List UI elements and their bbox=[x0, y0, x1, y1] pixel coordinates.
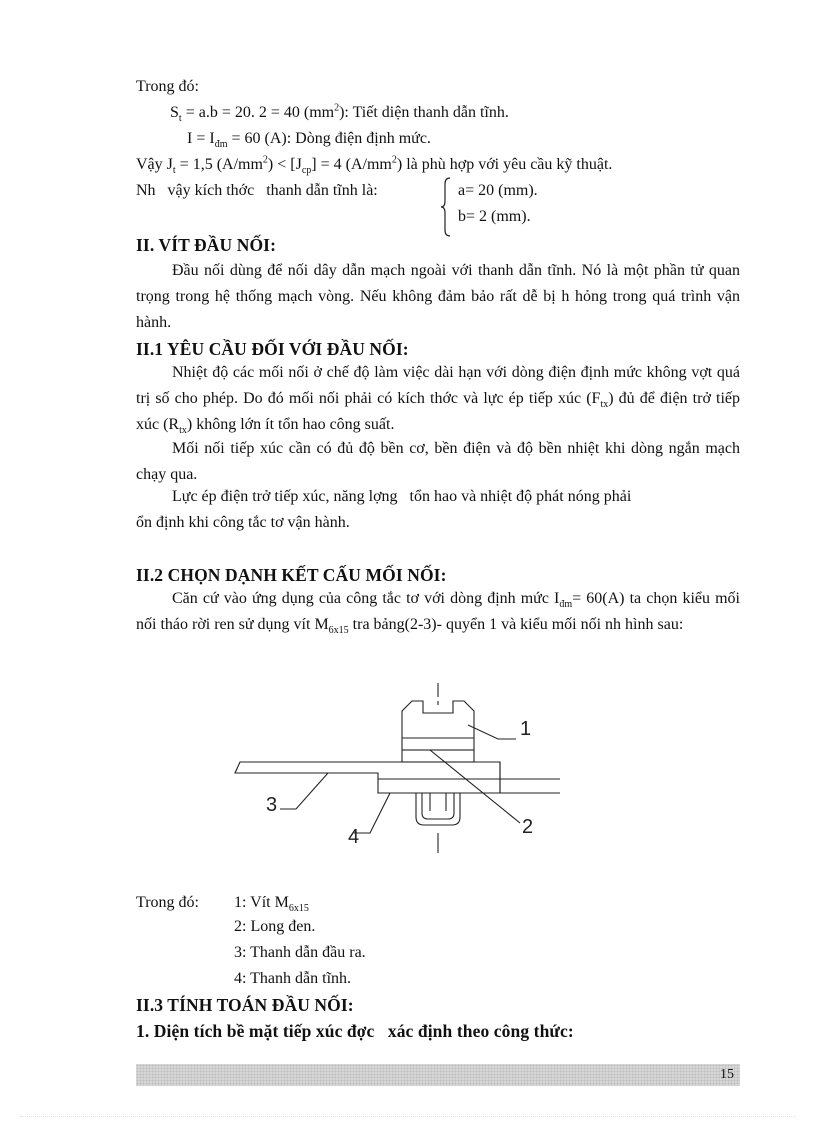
legend-label: Trong đó: bbox=[136, 894, 199, 911]
size-b: b= 2 (mm). bbox=[458, 208, 531, 225]
j-p4: ] = 4 (A/mm bbox=[311, 156, 392, 173]
paragraph-dau-noi: Đầu nối dùng để nối dây dẫn mạch ngoài với thanh dẫn tĩnh. Nó là một phần tử quan trọng trong hệ thống mạch vòng. Nếu không đảm bảo rất dễ bị h hỏng trong quá trình vận hành. bbox=[136, 262, 740, 331]
formula-i bbox=[187, 126, 431, 152]
p21a-p3: ) không lớn ít tổn hao công suất. bbox=[186, 416, 395, 433]
static-bar bbox=[378, 779, 500, 793]
i-pre: I = I bbox=[187, 130, 215, 147]
hidden-guide-4 bbox=[500, 762, 530, 793]
bar-right-taper bbox=[500, 779, 560, 793]
formula-j bbox=[136, 152, 612, 178]
j-p2: = 1,5 (A/mm bbox=[175, 156, 263, 173]
legend-item-4: 4: Thanh dẫn tĩnh. bbox=[234, 970, 352, 987]
legend-item-1 bbox=[234, 890, 309, 916]
leader-2 bbox=[430, 750, 520, 823]
legend-item-2: 2: Long đen. bbox=[234, 918, 316, 935]
curly-brace-icon bbox=[440, 176, 452, 238]
page-number: 15 bbox=[720, 1067, 734, 1082]
label-4: 4 bbox=[348, 826, 360, 848]
j-p5: ) là phù hợp với yêu cầu kỹ thuật. bbox=[396, 156, 613, 173]
legend-item-3: 3: Thanh dẫn đầu ra. bbox=[234, 944, 366, 961]
p21a-p1: Nhiệt độ các mối nối ở chế độ làm việc dài hạn với dòng điện định mức không vợt quá trị số cho phép. Do đó mối nối phải có kích thớc và lực ép tiếp xúc (F bbox=[136, 364, 740, 407]
nut-inner bbox=[422, 793, 454, 819]
j-p1: Vậy J bbox=[136, 156, 173, 173]
paragraph-yeu-cau-a bbox=[136, 360, 740, 438]
st-post: ): Tiết diện thanh dẫn tĩnh. bbox=[339, 104, 509, 121]
j-s1: t bbox=[172, 165, 176, 177]
j-s4: 2 bbox=[391, 154, 397, 166]
p22-s2: 6x15 bbox=[328, 625, 349, 637]
leader-3 bbox=[280, 773, 328, 809]
size-a: a= 20 (mm). bbox=[458, 182, 538, 199]
st-pre: S bbox=[170, 104, 179, 121]
j-s3: cp bbox=[301, 165, 312, 177]
leader-4 bbox=[354, 793, 390, 833]
label-3: 3 bbox=[266, 794, 278, 816]
p21a-s1: tx bbox=[600, 399, 609, 411]
output-bar bbox=[235, 762, 500, 779]
paragraph-yeu-cau-c-line1: Lực ép điện trở tiếp xúc, năng lợng tổn hao và nhiệt độ phát nóng phải bbox=[172, 488, 632, 505]
i-sub: đm bbox=[214, 139, 228, 151]
paragraph-yeu-cau-b: Mối nối tiếp xúc cần có đủ độ bền cơ, bền điện và độ bền nhiệt khi dòng ngắn mạch chạy qua. bbox=[136, 440, 740, 483]
p22-p3: tra bảng(2-3)- quyển 1 và kiểu mối nối nh hình sau: bbox=[348, 616, 684, 633]
page-bottom-divider bbox=[20, 1116, 796, 1117]
paragraph-chon-dang bbox=[136, 586, 740, 638]
label-2: 2 bbox=[522, 816, 534, 838]
st-sup: 2 bbox=[334, 102, 340, 114]
screw-joint-drawing bbox=[230, 683, 560, 855]
nut-outer bbox=[416, 793, 460, 825]
heading-vit-dau-noi: II. VÍT ĐẦU NỐI: bbox=[136, 235, 277, 255]
p22-p2: = 60(A) ta chọn kiểu mối nối tháo rời ren sử dụng vít M bbox=[136, 590, 740, 633]
size-line: Nh vậy kích thớc thanh dẫn tĩnh là: bbox=[136, 182, 378, 199]
p22-p1: Căn cứ vào ứng dụng của công tắc tơ với dòng định mức I bbox=[172, 590, 560, 607]
p21a-s2: tx bbox=[179, 425, 187, 437]
intro-label: Trong đó: bbox=[136, 78, 199, 95]
st-mid: = a.b = 20. 2 = 40 (mm bbox=[181, 104, 335, 121]
i-post: = 60 (A): Dòng điện định mức. bbox=[227, 130, 431, 147]
label-1: 1 bbox=[520, 718, 532, 740]
screw-head bbox=[402, 701, 474, 750]
p22-s1: đm bbox=[559, 599, 573, 611]
j-s2: 2 bbox=[262, 154, 268, 166]
legend-1-text: 1: Vít M bbox=[234, 894, 289, 911]
heading-dien-tich: 1. Diện tích bề mặt tiếp xúc đợc xác định theo công thức: bbox=[136, 1021, 574, 1041]
leader-1 bbox=[468, 725, 516, 739]
p21a-p2: ) đủ để điện trở tiếp xúc (R bbox=[136, 390, 741, 433]
j-p3: ) < [J bbox=[267, 156, 302, 173]
footer-bar bbox=[136, 1064, 740, 1086]
formula-st bbox=[170, 100, 509, 126]
heading-chon-dang: II.2 CHỌN DẠNH KẾT CẤU MỐI NỐI: bbox=[136, 565, 447, 585]
st-sub: t bbox=[178, 113, 182, 125]
paragraph-yeu-cau-c-line2: ổn định khi công tắc tơ vận hành. bbox=[136, 514, 350, 531]
legend-1-sub: 6x15 bbox=[288, 903, 309, 915]
heading-tinh-toan: II.3 TÍNH TOÁN ĐẦU NỐI: bbox=[136, 995, 354, 1015]
heading-yeu-cau: II.1 YÊU CẦU ĐỐI VỚI ĐẦU NỐI: bbox=[136, 339, 409, 359]
hidden-guide-3 bbox=[530, 793, 560, 813]
